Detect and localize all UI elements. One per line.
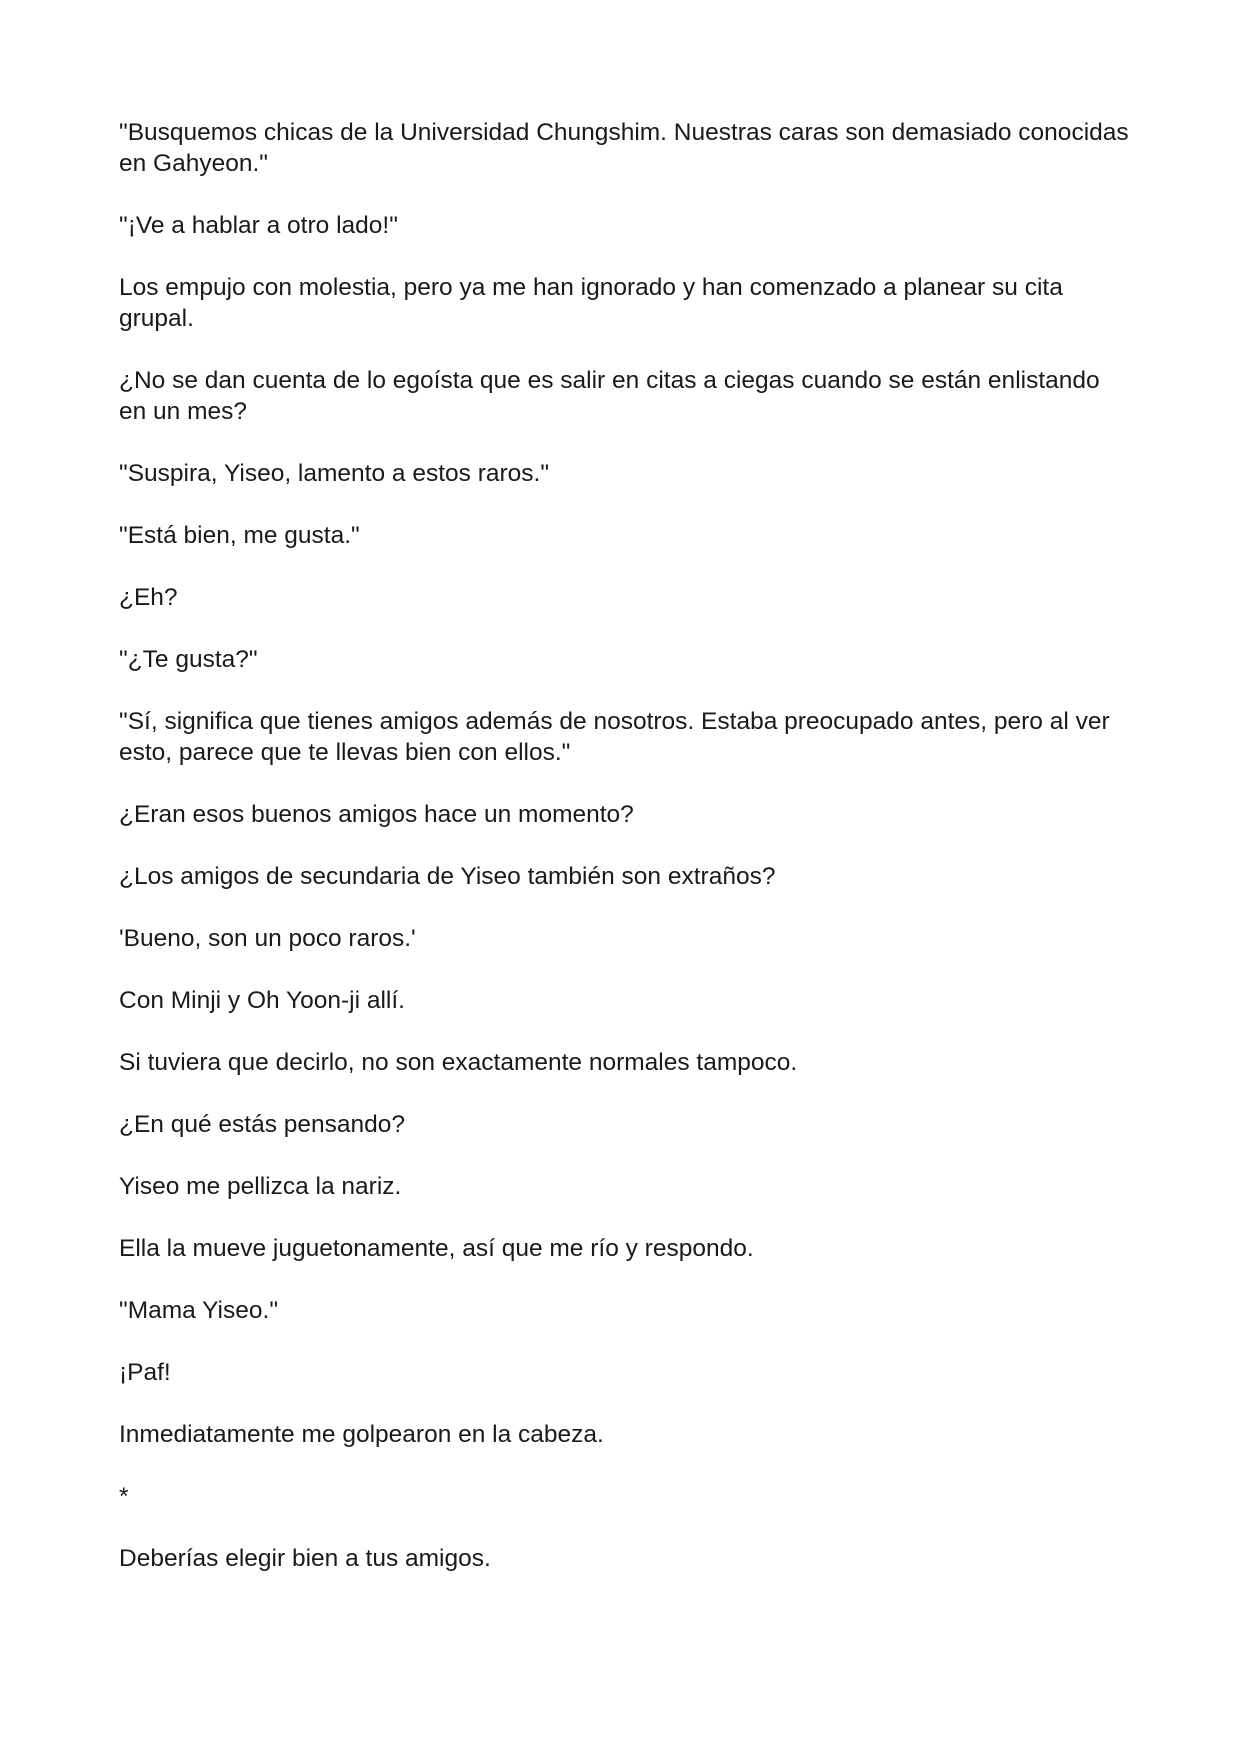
paragraph: 'Bueno, son un poco raros.': [119, 925, 416, 952]
paragraph: "Suspira, Yiseo, lamento a estos raros.": [119, 460, 550, 487]
paragraph: Inmediatamente me golpearon en la cabeza.: [119, 1421, 604, 1448]
paragraph: "Sí, significa que tienes amigos además de nosotros. Estaba preocupado antes, pero al ver esto, parece que te llevas bien con ellos.": [119, 708, 1110, 766]
paragraph: "Busquemos chicas de la Universidad Chungshim. Nuestras caras son demasiado conocidas en Gahyeon.": [119, 119, 1129, 177]
paragraph: Si tuviera que decirlo, no son exactamente normales tampoco.: [119, 1049, 798, 1076]
paragraph: Con Minji y Oh Yoon-ji allí.: [119, 987, 405, 1014]
paragraph: Ella la mueve juguetonamente, así que me río y respondo.: [119, 1235, 754, 1262]
paragraph: ¿Eran esos buenos amigos hace un momento?: [119, 801, 634, 828]
paragraph: ¿Eh?: [119, 584, 178, 611]
paragraph: "Mama Yiseo.": [119, 1297, 279, 1324]
paragraph: Deberías elegir bien a tus amigos.: [119, 1545, 491, 1572]
paragraph: ¿En qué estás pensando?: [119, 1111, 406, 1138]
document-body: [119, 117, 1129, 1605]
paragraph: "Está bien, me gusta.": [119, 522, 360, 549]
scene-break: *: [119, 1483, 129, 1510]
paragraph: Los empujo con molestia, pero ya me han ignorado y han comenzado a planear su cita grupal.: [119, 274, 1063, 332]
paragraph: "¿Te gusta?": [119, 646, 258, 673]
paragraph: ¿No se dan cuenta de lo egoísta que es salir en citas a ciegas cuando se están enlistando en un mes?: [119, 367, 1100, 425]
paragraph: ¡Paf!: [119, 1359, 171, 1386]
paragraph: ¿Los amigos de secundaria de Yiseo también son extraños?: [119, 863, 776, 890]
paragraph: Yiseo me pellizca la nariz.: [119, 1173, 402, 1200]
paragraph: "¡Ve a hablar a otro lado!": [119, 212, 398, 239]
